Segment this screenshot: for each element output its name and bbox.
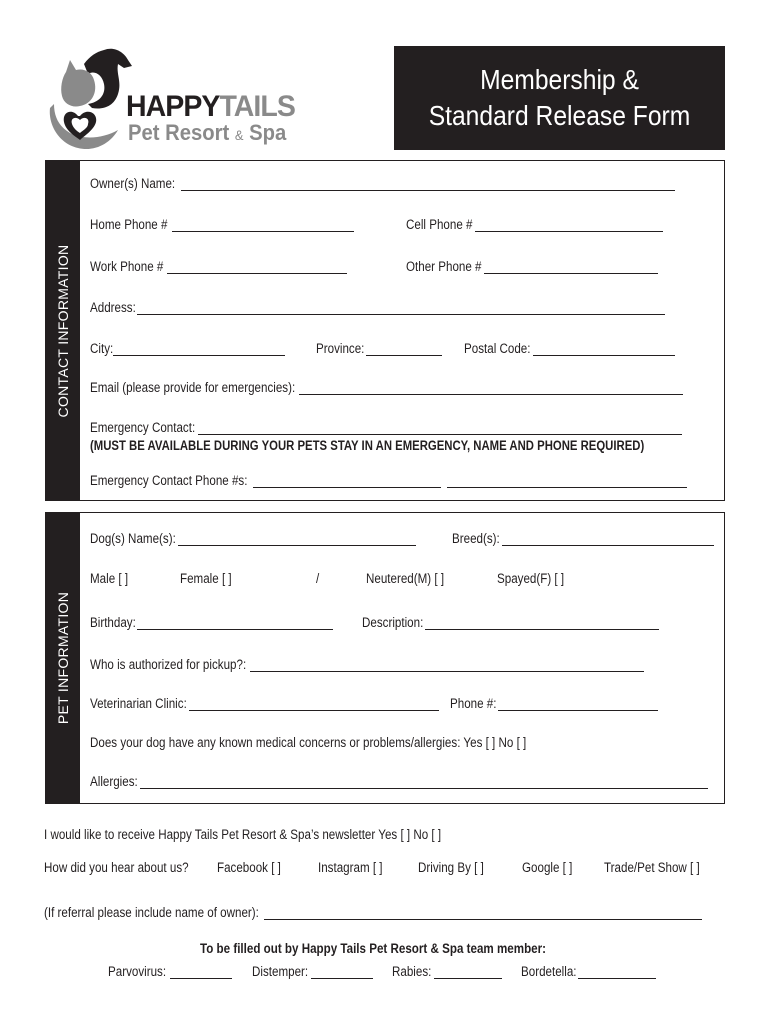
form-title [394,46,725,150]
vet-phone-field[interactable]: Phone #: [450,696,658,711]
brand-subtitle: Pet Resort & Spa [128,120,287,145]
birthday-field[interactable]: Birthday: [90,615,333,630]
pickup-authorization-field[interactable]: Who is authorized for pickup?: [90,657,644,672]
breed-field[interactable]: Breed(s): [452,531,714,546]
female-checkbox[interactable]: Female [ ] [180,571,232,586]
address-field[interactable]: Address: [90,300,665,315]
sex-separator: / [316,571,320,586]
google-option[interactable]: Google [ ] [522,860,573,875]
happy-tails-logo [44,44,314,156]
bordetella-field[interactable]: Bordetella: [521,964,656,979]
newsletter-question[interactable]: I would like to receive Happy Tails Pet Resort & Spa’s newsletter Yes [ ] No [ ] [44,827,442,842]
rabies-field[interactable]: Rabies: [392,964,502,979]
title-line-2: Standard Release Form [428,100,691,131]
male-checkbox[interactable]: Male [ ] [90,571,129,586]
trade-show-option[interactable]: Trade/Pet Show [ ] [604,860,700,875]
work-phone-field[interactable]: Work Phone # [90,259,347,274]
dog-cat-logo-icon [44,44,134,156]
referral-field[interactable]: (If referral please include name of owner): [44,905,702,920]
instagram-option[interactable]: Instagram [ ] [318,860,383,875]
province-field[interactable]: Province: [316,341,442,356]
parvovirus-field[interactable]: Parvovirus: [108,964,232,979]
team-member-note: To be filled out by Happy Tails Pet Resort & Spa team member: [200,941,547,956]
pet-section-label: PET INFORMATION [46,513,80,803]
email-field[interactable]: Email (please provide for emergencies): [90,380,683,395]
city-field[interactable]: City: [90,341,285,356]
cell-phone-field[interactable]: Cell Phone # [406,217,663,232]
facebook-option[interactable]: Facebook [ ] [217,860,281,875]
driving-by-option[interactable]: Driving By [ ] [418,860,484,875]
emergency-requirement-note: (MUST BE AVAILABLE DURING YOUR PETS STAY IN AN EMERGENCY, NAME AND PHONE REQUIRED) [90,438,645,453]
emergency-phones-field[interactable]: Emergency Contact Phone #s: [90,473,687,488]
contact-section-label: CONTACT INFORMATION [46,161,80,500]
other-phone-field[interactable]: Other Phone # [406,259,658,274]
emergency-contact-field[interactable]: Emergency Contact: [90,420,682,435]
vet-clinic-field[interactable]: Veterinarian Clinic: [90,696,439,711]
postal-code-field[interactable]: Postal Code: [464,341,675,356]
description-field[interactable]: Description: [362,615,659,630]
owner-name-field[interactable]: Owner(s) Name: [90,176,675,191]
spayed-checkbox[interactable]: Spayed(F) [ ] [497,571,565,586]
brand-name: HAPPYTAILS [126,90,295,123]
allergies-field[interactable]: Allergies: [90,774,708,789]
hear-about-us-label: How did you hear about us? [44,860,189,875]
medical-concerns-question[interactable]: Does your dog have any known medical concerns or problems/allergies: Yes [ ] No [ ] [90,735,527,750]
dog-names-field[interactable]: Dog(s) Name(s): [90,531,416,546]
title-line-1: Membership & [480,64,639,95]
neutered-checkbox[interactable]: Neutered(M) [ ] [366,571,445,586]
distemper-field[interactable]: Distemper: [252,964,373,979]
home-phone-field[interactable]: Home Phone # [90,217,354,232]
